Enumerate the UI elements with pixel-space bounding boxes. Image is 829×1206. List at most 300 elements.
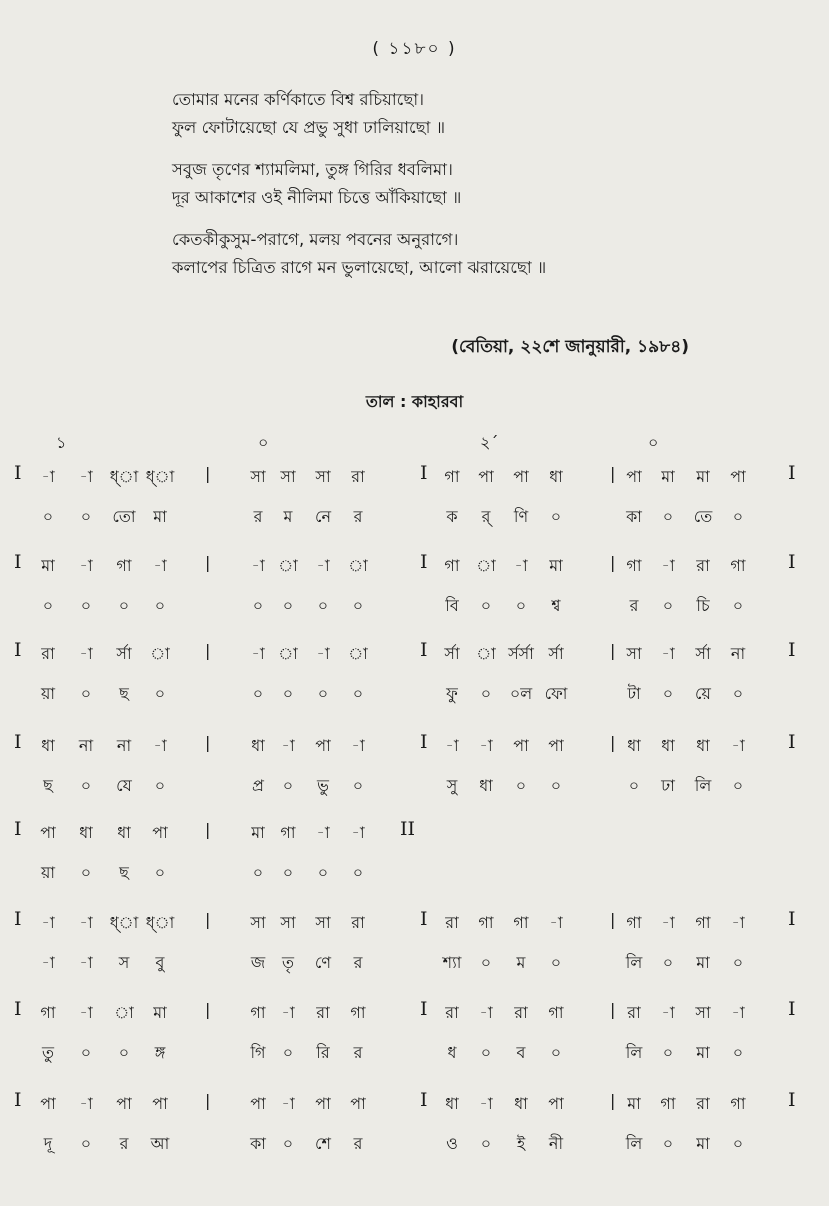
lyric-cell: ০ [480, 1043, 492, 1062]
beat-marker: ১ [56, 433, 67, 452]
note-cell: -া [661, 644, 675, 663]
note-cell: -া [251, 644, 265, 663]
note-cell: রা [445, 1003, 459, 1022]
lyric-cell: ছ [43, 776, 53, 795]
note-cell: ধা [514, 1094, 528, 1113]
lyric-cell: ০ [80, 863, 92, 882]
note-cell: মা [661, 467, 675, 486]
lyric-cell: ও [446, 1134, 458, 1153]
note-cell: -া [661, 1003, 675, 1022]
note-cell: -া [79, 1003, 93, 1022]
lyric-cell: শ্যা [442, 953, 462, 972]
bar-line: | [610, 464, 616, 483]
lyric-cell: ছ [119, 684, 129, 703]
note-cell: -া [281, 1094, 295, 1113]
note-cell: মা [549, 556, 563, 575]
lyric-cell: ০ [662, 1134, 674, 1153]
row-end-bar: I [788, 998, 796, 1020]
note-cell: গা [250, 1003, 266, 1022]
note-cell: পা [315, 736, 331, 755]
lyric-row [0, 1131, 829, 1161]
lyric-cell: র [353, 953, 363, 972]
lyric-cell: ০ [480, 684, 492, 703]
note-cell: গা [548, 1003, 564, 1022]
bar-line: | [610, 1000, 616, 1019]
note-cell: ধ্া [109, 913, 139, 932]
lyric-cell: ০ [154, 596, 166, 615]
row-end-bar: I [788, 639, 796, 661]
lyric-cell: ম [516, 953, 526, 972]
lyric-cell: র [353, 1134, 363, 1153]
note-cell: গা [116, 556, 132, 575]
note-cell: -া [41, 467, 55, 486]
note-cell: সা [280, 913, 296, 932]
bar-line: | [610, 641, 616, 660]
beat-marker: ০ [648, 433, 659, 452]
poem-stanza [172, 156, 732, 212]
bar-line: | [205, 641, 211, 660]
row-end-bar: II [400, 818, 416, 840]
note-cell: -া [661, 556, 675, 575]
note-cell: গা [626, 913, 642, 932]
bar-line: | [205, 1000, 211, 1019]
lyric-cell: ০ [42, 507, 54, 526]
lyric-cell: ০ [732, 507, 744, 526]
note-cell: া [278, 556, 298, 575]
lyric-cell: চি [696, 596, 710, 615]
lyric-cell: লি [625, 953, 643, 972]
note-cell: রা [445, 913, 459, 932]
lyric-cell: ০ [352, 863, 364, 882]
lyric-cell: র [253, 507, 263, 526]
bar-line: | [205, 464, 211, 483]
lyric-cell: ০ [662, 684, 674, 703]
note-cell: -া [316, 823, 330, 842]
lyric-cell: ০ [480, 596, 492, 615]
lyric-cell: ধ [447, 1043, 457, 1062]
notation-row [0, 820, 829, 850]
lyric-cell: ০ [80, 684, 92, 703]
note-cell: র্সা [548, 644, 564, 663]
lyric-cell: রি [316, 1043, 330, 1062]
lyric-cell: ফু [446, 684, 458, 703]
note-cell: -া [153, 736, 167, 755]
note-cell: -া [79, 1094, 93, 1113]
lyric-cell: -া [79, 953, 93, 972]
lyric-cell: ০ [282, 684, 294, 703]
note-cell: রা [627, 1003, 641, 1022]
poem-line: সবুজ তৃণের শ্যামলিমা, তুঙ্গ গিরির ধবলিমা। [172, 160, 453, 179]
lyric-cell: বি [445, 596, 459, 615]
lyric-row [0, 593, 829, 623]
lyric-cell: ০ [154, 684, 166, 703]
lyric-cell: তু [41, 1043, 55, 1062]
lyric-row [0, 1040, 829, 1070]
bar-line: | [610, 733, 616, 752]
note-cell: গা [730, 556, 746, 575]
row-end-bar: I [788, 731, 796, 753]
note-cell: -া [731, 1003, 745, 1022]
row-start-bar: I [14, 908, 22, 930]
bar-line: | [205, 733, 211, 752]
note-cell: পা [250, 1094, 266, 1113]
note-cell: পা [315, 1094, 331, 1113]
lyric-cell: র [353, 1043, 363, 1062]
lyric-cell: ০ [732, 596, 744, 615]
lyric-cell: লি [694, 776, 712, 795]
lyric-cell: য়ে [695, 684, 711, 703]
lyric-cell: লি [625, 1134, 643, 1153]
row-end-bar: I [788, 551, 796, 573]
lyric-cell: ০ [154, 863, 166, 882]
note-cell: র্সা [444, 644, 460, 663]
lyric-cell: নে [314, 507, 332, 526]
note-cell: পা [152, 823, 168, 842]
bar-line: | [610, 553, 616, 572]
row-end-bar: I [788, 908, 796, 930]
note-cell: -া [79, 467, 93, 486]
note-cell: -া [479, 736, 493, 755]
lyric-cell: ০ [732, 1134, 744, 1153]
note-cell: ধা [251, 736, 265, 755]
lyric-cell: ০ [282, 1043, 294, 1062]
lyric-cell: ০ [550, 953, 562, 972]
bar-line: I [420, 639, 428, 661]
lyric-cell: যে [116, 776, 132, 795]
notation-row [0, 1091, 829, 1121]
note-cell: -া [316, 644, 330, 663]
lyric-cell: ০ [732, 776, 744, 795]
note-cell: রা [351, 913, 365, 932]
lyric-cell: মা [153, 507, 167, 526]
beat-marker: ০ [258, 433, 269, 452]
lyric-cell: ০ [118, 596, 130, 615]
bar-line: | [205, 553, 211, 572]
note-cell: ধা [117, 823, 131, 842]
lyric-row [0, 950, 829, 980]
note-cell: পা [40, 823, 56, 842]
page-number: ( ১১৮০ ) [372, 39, 457, 59]
lyric-cell: ০ [154, 776, 166, 795]
note-cell: সা [280, 467, 296, 486]
note-cell: পা [40, 1094, 56, 1113]
note-cell: গা [513, 913, 529, 932]
note-cell: -া [351, 736, 365, 755]
lyric-cell: ০ [252, 863, 264, 882]
lyric-row [0, 681, 829, 711]
bar-line: | [205, 910, 211, 929]
note-cell: া [476, 556, 496, 575]
note-cell: সা [250, 467, 266, 486]
note-cell: রা [514, 1003, 528, 1022]
lyric-cell: ই [516, 1134, 526, 1153]
note-cell: পা [350, 1094, 366, 1113]
note-cell: ধা [549, 467, 563, 486]
lyric-cell: ০ [80, 1043, 92, 1062]
note-cell: -া [281, 1003, 295, 1022]
lyric-cell: ০ [317, 863, 329, 882]
lyric-cell: মা [696, 1043, 710, 1062]
note-cell: ধা [661, 736, 675, 755]
lyric-cell: ০ [282, 863, 294, 882]
row-start-bar: I [14, 551, 22, 573]
poem-stanza [172, 226, 732, 282]
taal-heading: তাল : কাহারবা [365, 392, 464, 411]
bar-line: | [610, 910, 616, 929]
note-cell: ধ্া [145, 467, 175, 486]
note-cell: -া [316, 556, 330, 575]
note-cell: গা [40, 1003, 56, 1022]
lyric-cell: ০ [80, 596, 92, 615]
lyric-cell: ঢা [661, 776, 675, 795]
note-cell: সা [695, 1003, 711, 1022]
lyric-cell: নী [548, 1134, 564, 1153]
row-start-bar: I [14, 639, 22, 661]
lyric-cell: ০ [515, 596, 527, 615]
note-cell: মা [696, 467, 710, 486]
lyric-cell: ০ [42, 596, 54, 615]
lyric-cell: ০ [80, 507, 92, 526]
note-cell: রা [696, 1094, 710, 1113]
row-start-bar: I [14, 731, 22, 753]
note-cell: পা [478, 467, 494, 486]
note-cell: সা [626, 644, 642, 663]
lyric-cell: মা [696, 1134, 710, 1153]
lyric-cell: ০ল [509, 684, 533, 703]
note-cell: ধ্া [145, 913, 175, 932]
note-cell: পা [548, 736, 564, 755]
lyric-cell: তৃ [281, 953, 295, 972]
note-cell: পা [116, 1094, 132, 1113]
note-cell: গা [350, 1003, 366, 1022]
note-cell: রা [41, 644, 55, 663]
poem-lyrics [172, 86, 732, 296]
lyric-cell: মা [696, 953, 710, 972]
lyric-cell: টা [627, 684, 641, 703]
note-cell: মা [251, 823, 265, 842]
lyric-cell: ০ [80, 776, 92, 795]
note-cell: া [114, 1003, 134, 1022]
lyric-cell: ০ [352, 596, 364, 615]
note-cell: গা [444, 467, 460, 486]
lyric-cell: স [118, 953, 130, 972]
note-cell: া [348, 644, 368, 663]
lyric-cell: ০ [550, 776, 562, 795]
lyric-cell: র [353, 507, 363, 526]
note-cell: সা [315, 913, 331, 932]
lyric-cell: জ [250, 953, 266, 972]
row-start-bar: I [14, 462, 22, 484]
poem-line: তোমার মনের কর্ণিকাতে বিশ্ব রচিয়াছো। [172, 90, 425, 109]
lyric-cell: গি [250, 1043, 266, 1062]
bar-line: I [420, 551, 428, 573]
note-cell: র্সা [695, 644, 711, 663]
lyric-cell: আ [150, 1134, 170, 1153]
note-cell: -া [153, 556, 167, 575]
note-cell: া [348, 556, 368, 575]
row-start-bar: I [14, 818, 22, 840]
lyric-cell: সু [446, 776, 458, 795]
lyric-cell: ণে [314, 953, 332, 972]
note-cell: ধা [445, 1094, 459, 1113]
note-cell: -া [479, 1094, 493, 1113]
lyric-cell: ০ [252, 684, 264, 703]
lyric-cell: ছ [119, 863, 129, 882]
note-cell: না [78, 736, 94, 755]
row-start-bar: I [14, 998, 22, 1020]
composition-dateline: (বেতিয়া, ২২শে জানুয়ারী, ১৯৮৪) [451, 337, 689, 357]
lyric-cell: ০ [662, 953, 674, 972]
lyric-cell: ০ [515, 776, 527, 795]
lyric-cell: ণি [513, 507, 529, 526]
lyric-cell: প্র [252, 776, 264, 795]
notation-row [0, 733, 829, 763]
bar-line: I [420, 1089, 428, 1111]
lyric-cell: ০ [732, 953, 744, 972]
note-cell: -া [79, 644, 93, 663]
lyric-cell: -া [41, 953, 55, 972]
lyric-cell: ০ [352, 684, 364, 703]
lyric-cell: ০ [352, 776, 364, 795]
note-cell: -া [731, 913, 745, 932]
bar-line: I [420, 998, 428, 1020]
notation-row [0, 464, 829, 494]
note-cell: -া [351, 823, 365, 842]
note-cell: মা [153, 1003, 167, 1022]
lyric-cell: য়া [40, 863, 56, 882]
lyric-cell: ০ [282, 776, 294, 795]
note-cell: গা [280, 823, 296, 842]
lyric-cell: ০ [252, 596, 264, 615]
lyric-cell: ০ [480, 1134, 492, 1153]
lyric-cell: ০ [118, 1043, 130, 1062]
lyric-row [0, 504, 829, 534]
lyric-cell: ০ [550, 507, 562, 526]
note-cell: -া [731, 736, 745, 755]
bar-line: I [420, 731, 428, 753]
note-cell: া [150, 644, 170, 663]
lyric-cell: ০ [732, 684, 744, 703]
note-cell: রা [316, 1003, 330, 1022]
bar-line: | [205, 1091, 211, 1110]
lyric-cell: ০ [662, 596, 674, 615]
lyric-cell: তো [112, 507, 136, 526]
note-cell: রা [351, 467, 365, 486]
lyric-cell: র [119, 1134, 129, 1153]
lyric-cell: ০ [732, 1043, 744, 1062]
note-cell: -া [445, 736, 459, 755]
note-cell: পা [730, 467, 746, 486]
lyric-row [0, 773, 829, 803]
bar-line: I [420, 462, 428, 484]
note-cell: গা [478, 913, 494, 932]
note-cell: -া [79, 913, 93, 932]
note-cell: পা [152, 1094, 168, 1113]
lyric-cell: ০ [628, 776, 640, 795]
poem-line: কেতকীকুসুম-পরাগে, মলয় পবনের অনুরাগে। [172, 230, 459, 249]
lyric-cell: ম [283, 507, 293, 526]
lyric-cell: ০ [662, 1043, 674, 1062]
lyric-row [0, 860, 829, 890]
note-cell: ধ্া [109, 467, 139, 486]
lyric-cell: কা [250, 1134, 266, 1153]
lyric-cell: ০ [480, 953, 492, 972]
bar-line: | [205, 820, 211, 839]
poem-line: ফুল ফোটায়েছো যে প্রভু সুধা ঢালিয়াছো ॥ [172, 118, 446, 137]
row-start-bar: I [14, 1089, 22, 1111]
note-cell: া [476, 644, 496, 663]
note-cell: পা [513, 467, 529, 486]
note-cell: পা [513, 736, 529, 755]
lyric-cell: য়া [40, 684, 56, 703]
note-cell: গা [626, 556, 642, 575]
note-cell: ধা [79, 823, 93, 842]
note-cell: গা [444, 556, 460, 575]
note-cell: র্সা [116, 644, 132, 663]
lyric-cell: ধা [479, 776, 493, 795]
bar-line: | [610, 1091, 616, 1110]
lyric-cell: তে [693, 507, 713, 526]
lyric-cell: ০ [282, 1134, 294, 1153]
notation-row [0, 910, 829, 940]
lyric-cell: শ্ব [551, 596, 561, 615]
note-cell: গা [695, 913, 711, 932]
note-cell: ধা [627, 736, 641, 755]
note-cell: মা [627, 1094, 641, 1113]
lyric-cell: ব [516, 1043, 526, 1062]
row-end-bar: I [788, 1089, 796, 1111]
note-cell: গা [660, 1094, 676, 1113]
lyric-cell: শে [315, 1134, 331, 1153]
bar-line: I [420, 908, 428, 930]
lyric-cell: ০ [317, 684, 329, 703]
note-cell: সা [315, 467, 331, 486]
note-cell: মা [41, 556, 55, 575]
note-cell: না [116, 736, 132, 755]
note-cell: -া [479, 1003, 493, 1022]
lyric-cell: ঙ্গ [154, 1043, 166, 1062]
note-cell: -া [79, 556, 93, 575]
lyric-cell: লি [625, 1043, 643, 1062]
lyric-cell: কা [626, 507, 642, 526]
note-cell: -া [281, 736, 295, 755]
note-cell: া [278, 644, 298, 663]
poem-stanza [172, 86, 732, 142]
lyric-cell: ক [446, 507, 458, 526]
note-cell: -া [549, 913, 563, 932]
note-cell: পা [548, 1094, 564, 1113]
notation-row [0, 553, 829, 583]
notation-row [0, 1000, 829, 1030]
note-cell: র্সর্সা [508, 644, 534, 663]
note-cell: না [730, 644, 746, 663]
lyric-cell: ভু [317, 776, 329, 795]
beat-marker: ২´ [480, 433, 499, 452]
lyric-cell: দূ [43, 1134, 53, 1153]
note-cell: -া [661, 913, 675, 932]
poem-line: কলাপের চিত্রিত রাগে মন ভুলায়েছো, আলো ঝরায়েছো ॥ [172, 258, 547, 277]
note-cell: ধা [696, 736, 710, 755]
note-cell: পা [626, 467, 642, 486]
note-cell: -া [41, 913, 55, 932]
row-end-bar: I [788, 462, 796, 484]
lyric-cell: র [629, 596, 639, 615]
lyric-cell: বু [155, 953, 165, 972]
notation-row [0, 641, 829, 671]
lyric-cell: ০ [317, 596, 329, 615]
lyric-cell: ০ [282, 596, 294, 615]
note-cell: ধা [41, 736, 55, 755]
